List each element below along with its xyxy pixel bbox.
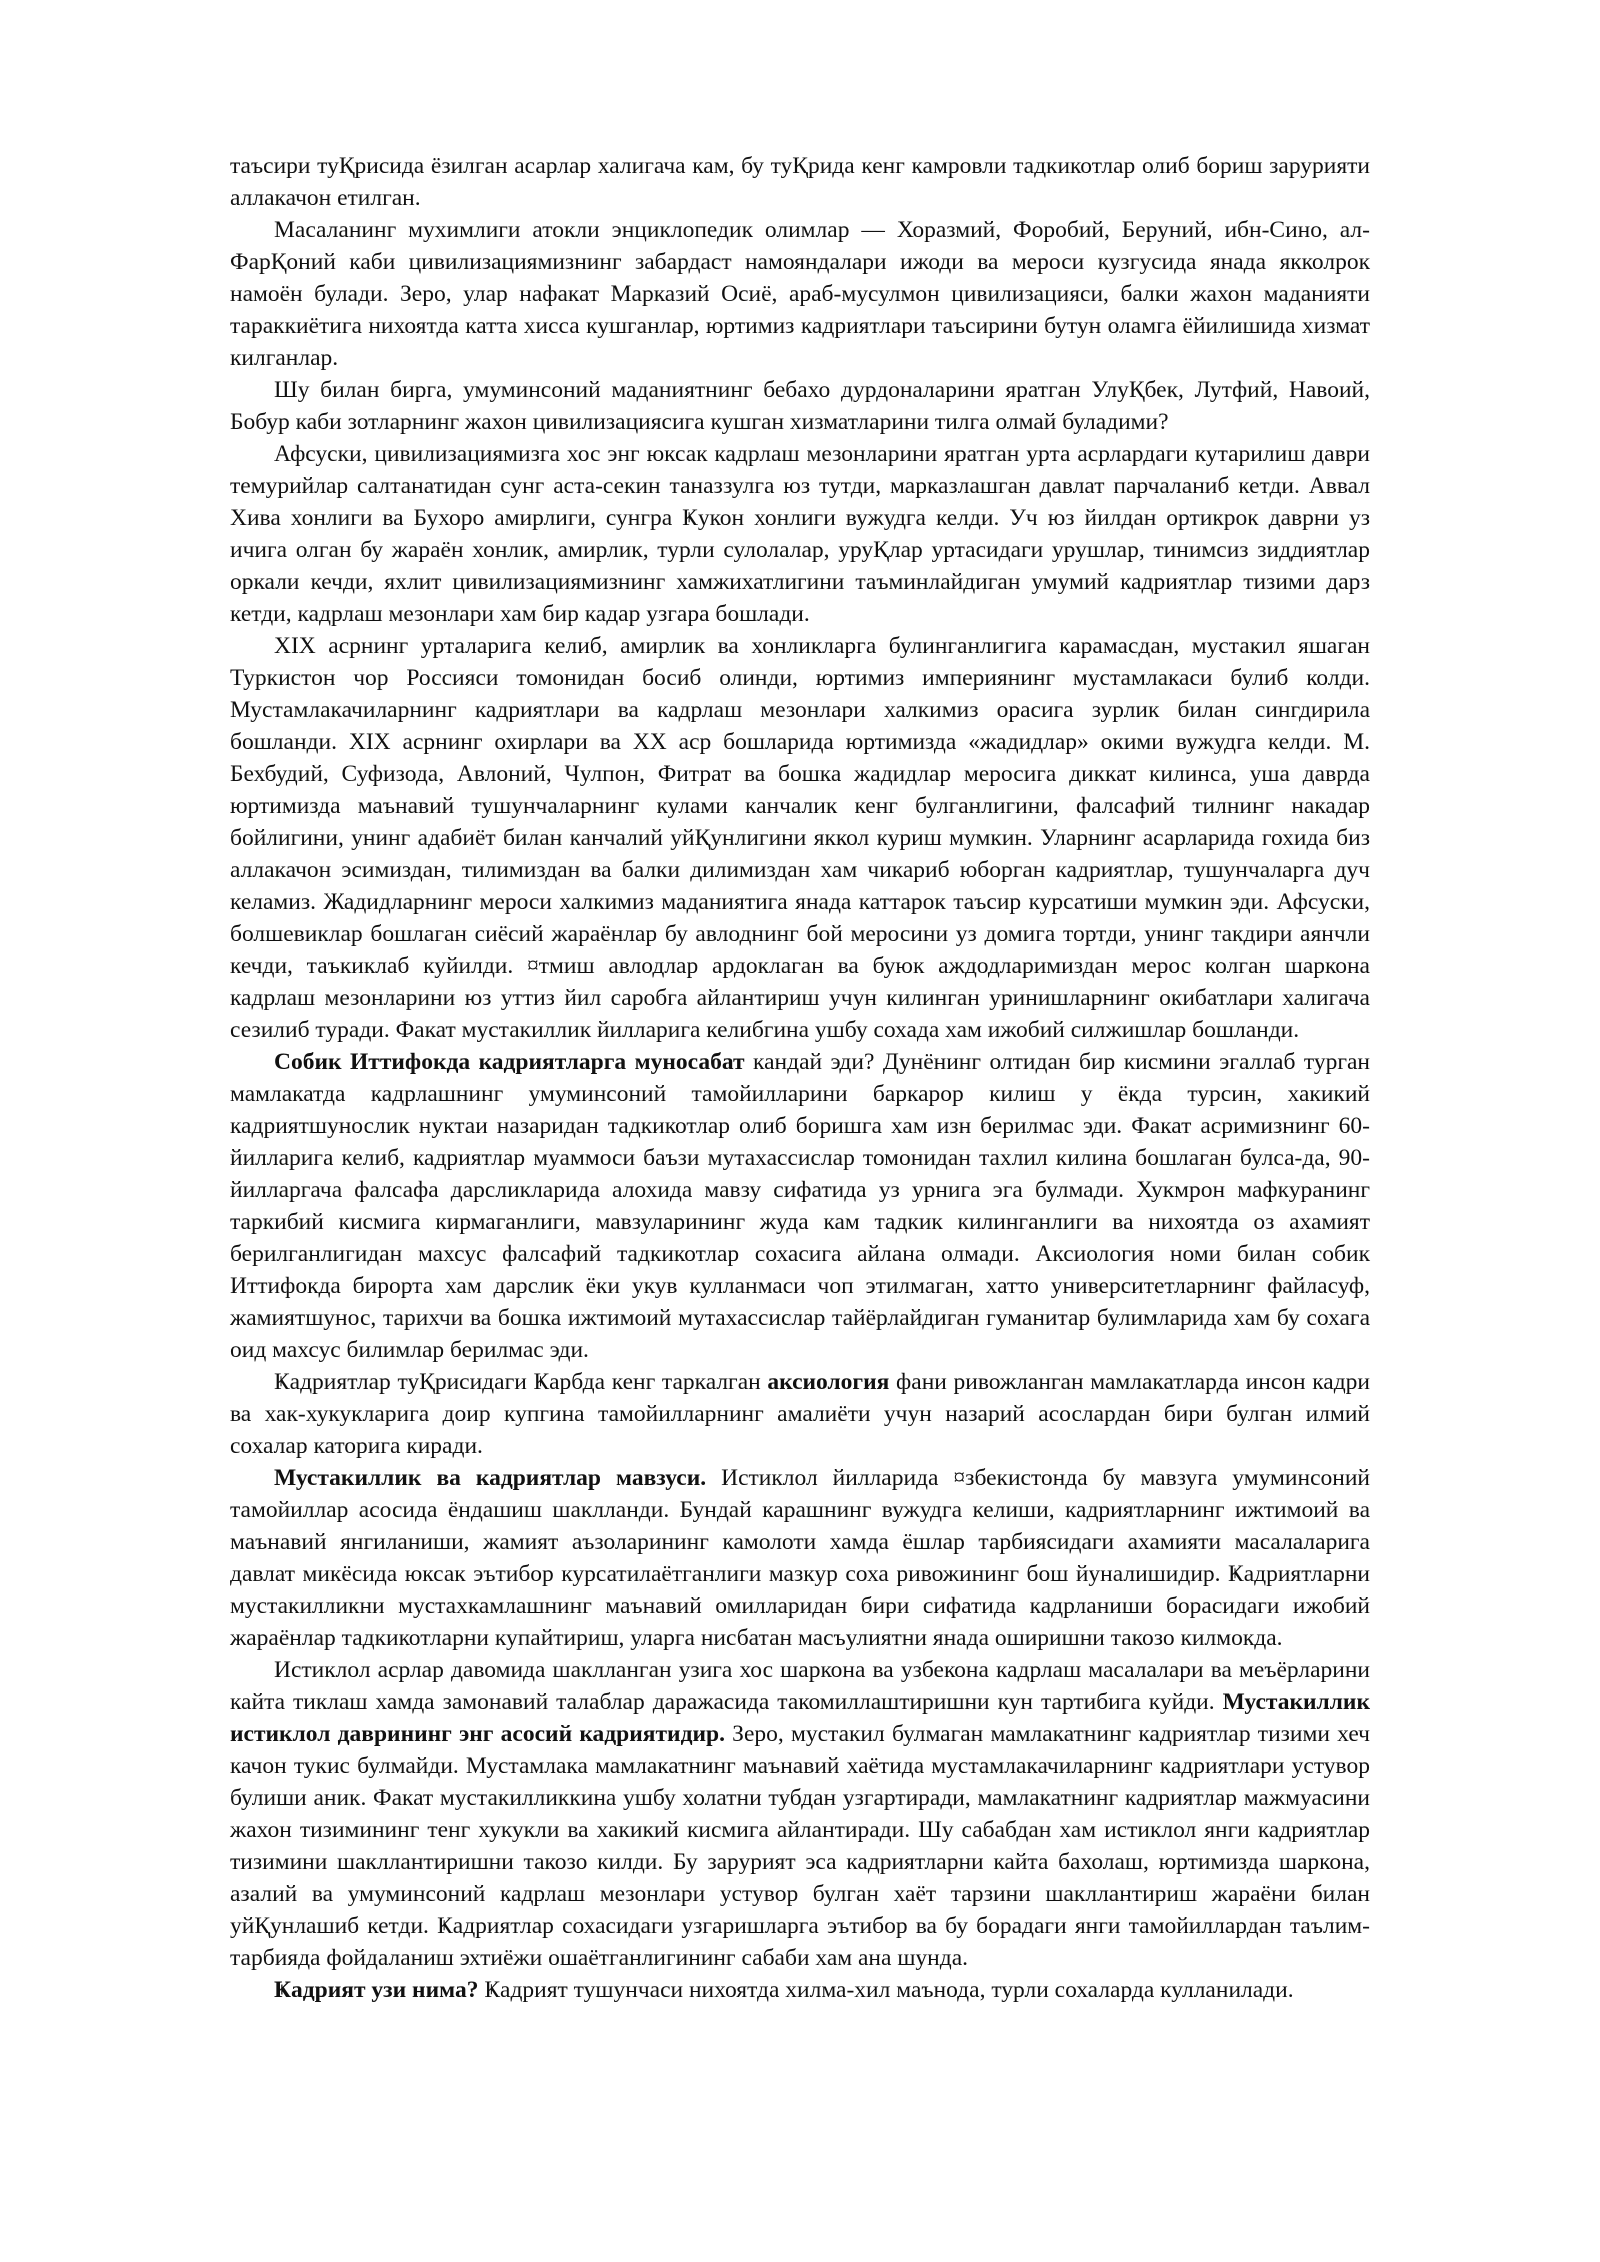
paragraph-7-text-b: фани ривожланган мамлакатларда инсон кадри ва хак-хукукларига доир купгина тамойилларнинг амалиёти учун назарий асослардан бири булган илмий сохалар каторига киради.: [230, 1369, 1370, 1459]
paragraph-7-text-a: Ҝадриятлар туҚрисидаги Ҝарбда кенг таркалган: [274, 1369, 768, 1395]
paragraph-8: [230, 1462, 1370, 1654]
paragraph-3: [230, 374, 1370, 438]
paragraph-8-text: Истиклол йилларида ¤збекистонда бу мавзуга умуминсоний тамойиллар асосида ёндашиш шаклланди. Бундай карашнинг вужудга келиши, кадриятларнинг ижтимоий ва маънавий янгиланиши, жамият аъзоларининг камолоти хамда ёшлар тарбиясидаги ахамияти масалаларига давлат микёсида юксак эътибор курсатилаётганлиги мазкур соха ривожининг бош йуналишидир. Ҝадриятларни мустакилликни мустахкамлашнинг маънавий омилларидан бири сифатида кадрланиши борасидаги ижобий жараёнлар тадкикотларни купайтириш, уларга нисбатан масъулиятни янада оширишни такозо килмокда.: [230, 1465, 1370, 1651]
paragraph-4: [230, 438, 1370, 630]
paragraph-10: [230, 1974, 1370, 2006]
paragraph-1: [230, 150, 1370, 214]
section-heading-independence-values: Мустакиллик ва кадриятлар мавзуси.: [274, 1465, 707, 1491]
term-axiology: аксиология: [767, 1369, 890, 1395]
paragraph-3-text: Шу билан бирга, умуминсоний маданиятнинг бебахо дурдоналарини яратган УлуҚбек, Лутфий, Навоий, Бобур каби зотларнинг жахон цивилизациясига кушган хизматларини тилга олмай буладими?: [230, 377, 1370, 435]
paragraph-2: [230, 214, 1370, 374]
paragraph-6: [230, 1046, 1370, 1366]
paragraph-9-text-a: Истиклол асрлар давомида шаклланган узига хос шаркона ва узбекона кадрлаш масалалари ва меъёрларини кайта тиклаш хамда замонавий талаблар даражасида такомиллаштиришни кун тартибига куйди.: [230, 1657, 1370, 1715]
paragraph-10-text: Ҝадрият тушунчаси нихоятда хилма-хил маънода, турли сохаларда кулланилади.: [478, 1977, 1294, 2003]
paragraph-2-text: Масаланинг мухимлиги атокли энциклопедик олимлар — Хоразмий, Форобий, Беруний, ибн-Сино, ал-ФарҚоний каби цивилизациямизнинг забардаст намояндалари ижоди ва мероси кузгусида янада якколрок намоён булади. Зеро, улар нафакат Марказий Осиё, араб-мусулмон цивилизацияси, балки жахон маданияти тараккиётига нихоятда катта хисса кушганлар, юртимиз кадриятлари таъсирини бутун оламга ёйилишида хизмат килганлар.: [230, 217, 1370, 371]
paragraph-5-text: XIX асрнинг урталарига келиб, амирлик ва хонликларга булинганлигига карамасдан, мустакил яшаган Туркистон чор Россияси томонидан босиб олинди, юртимиз империянинг мустамлакаси булиб колди. Мустамлакачиларнинг кадриятлари ва кадрлаш мезонлари халкимиз орасига зурлик билан сингдирила бошланди. XIX асрнинг охирлари ва XX аср бошларида юртимизда «жадидлар» окими вужудга келди. М. Бехбудий, Суфизода, Авлоний, Чулпон, Фитрат ва бошка жадидлар меросига диккат килинса, уша даврда юртимизда маънавий тушунчаларнинг кулами канчалик кенг булганлигини, фалсафий тилнинг накадар бойлигини, унинг адабиёт билан канчалий уйҚунлигини яккол куриш мумкин. Уларнинг асарларида гохида биз аллакачон эсимиздан, тилимиздан ва балки дилимиздан хам чикариб юборган кадриятлар, тушунчаларга дуч келамиз. Жадидларнинг мероси халкимиз маданиятига янада каттарок таъсир курсатиши мумкин эди. Афсуски, болшевиклар бошлаган сиёсий жараёнлар бу авлоднинг бой меросини уз домига тортди, унинг такдири аянчли кечди, таъкиклаб куйилди. ¤тмиш авлодлар ардоклаган ва буюк аждодларимиздан мерос колган шаркона кадрлаш мезонларини юз уттиз йил саробга айлантириш учун килинган уринишларнинг окибатлари халигача сезилиб туради. Факат мустакиллик йилларига келибгина ушбу сохада хам ижобий силжишлар бошланди.: [230, 633, 1370, 1043]
paragraph-1-text: таъсири туҚрисида ёзилган асарлар халигача кам, бу туҚрида кенг камровли тадкикотлар олиб бориш зарурияти аллакачон етилган.: [230, 153, 1370, 211]
section-heading-what-is-value: Ҝадрият узи нима?: [274, 1977, 479, 2003]
paragraph-9: [230, 1654, 1370, 1974]
section-heading-soviet-values: Собик Иттифокда кадриятларга муносабат: [274, 1049, 745, 1075]
key-statement-independence: Мустакиллик истиклол даврининг энг асосий кадриятидир.: [230, 1689, 1370, 1747]
document-page: [230, 150, 1370, 2006]
paragraph-6-text: кандай эди? Дунёнинг олтидан бир кисмини эгаллаб турган мамлакатда кадрлашнинг умуминсоний тамойилларини баркарор килиш у ёкда турсин, хакикий кадриятшунослик нуктаи назаридан тадкикотлар олиб боришга хам изн берилмас эди. Факат асримизнинг 60-йилларига келиб, кадриятлар муаммоси баъзи мутахассислар томонидан тахлил килина бошлаган булса-да, 90-йилларгача фалсафа дарсликларида алохида мавзу сифатида уз урнига эга булмади. Хукмрон мафкуранинг таркибий кисмига кирмаганлиги, мавзуларининг жуда кам тадкик килинганлиги ва нихоятда оз ахамият берилганлигидан махсус фалсафий тадкикотлар сохасига айлана олмади. Аксиология номи билан собик Иттифокда бирорта хам дарслик ёки укув кулланмаси чоп этилмаган, хатто университетларнинг файласуф, жамиятшунос, тарихчи ва бошка ижтимоий мутахассислар тайёрлайдиган гуманитар булимларида хам бу сохага оид махсус билимлар берилмас эди.: [230, 1049, 1371, 1363]
paragraph-5: [230, 630, 1370, 1046]
paragraph-4-text: Афсуски, цивилизациямизга хос энг юксак кадрлаш мезонларини яратган урта асрлардаги кутарилиш даври темурийлар салтанатидан сунг аста-секин таназзулга юз тутди, марказлашган давлат парчаланиб кетди. Аввал Хива хонлиги ва Бухоро амирлиги, сунгра Ҝукон хонлиги вужудга келди. Уч юз йилдан ортикрок даврни уз ичига олган бу жараён хонлик, амирлик, турли сулолалар, уруҚлар уртасидаги урушлар, тинимсиз зиддиятлар оркали кечди, яхлит цивилизациямизнинг хамжихатлигини таъминлайдиган умумий кадриятлар тизими дарз кетди, кадрлаш мезонлари хам бир кадар узгара бошлади.: [230, 441, 1370, 627]
paragraph-9-text-b: Зеро, мустакил булмаган мамлакатнинг кадриятлар тизими хеч качон тукис булмайди. Мустамлака мамлакатнинг маънавий хаётида мустамлакачиларнинг кадриятлари устувор булиши аник. Факат мустакилликкина ушбу холатни тубдан узгартиради, мамлакатнинг кадриятлар мажмуасини жахон тизимининг тенг хукукли ва хакикий кисмига айлантиради. Шу сабабдан хам истиклол янги кадриятлар тизимини шакллантиришни такозо килди. Бу зарурият эса кадриятларни кайта бахолаш, юртимизда шаркона, азалий ва умуминсоний кадрлаш мезонлари устувор булган хаёт тарзини шакллантириш жараёни билан уйҚунлашиб кетди. Ҝадриятлар сохасидаги узгаришларга эътибор ва бу борадаги янги тамойиллардан таълим-тарбияда фойдаланиш эхтиёжи ошаётганлигининг сабаби хам ана шунда.: [230, 1721, 1371, 1971]
paragraph-7: [230, 1366, 1370, 1462]
